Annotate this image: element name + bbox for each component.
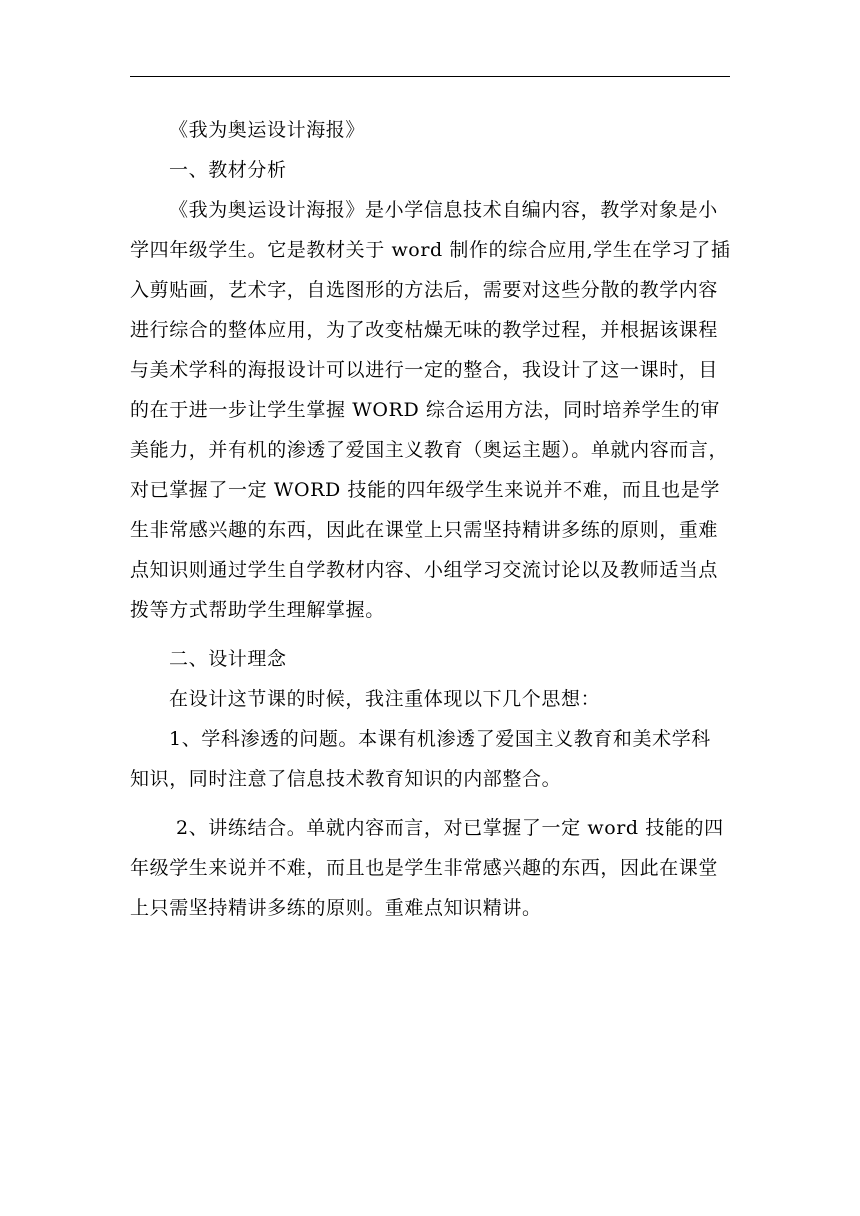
- list-item-line: 2、讲练结合。单就内容而言，对已掌握了一定 word 技能的四: [176, 817, 724, 839]
- paragraph-line: 进行综合的整体应用，为了改变枯燥无味的教学过程，并根据该课程: [130, 319, 719, 341]
- paragraph-line: 点知识则通过学生自学教材内容、小组学习交流讨论以及教师适当点: [130, 559, 719, 581]
- list-item-line: 上只需坚持精讲多练的原则。重难点知识精讲。: [130, 897, 542, 919]
- paragraph-line: 的在于进一步让学生掌握 WORD 综合运用方法，同时培养学生的审: [130, 399, 720, 421]
- paragraph-line: 在设计这节课的时候，我注重体现以下几个思想：: [169, 688, 601, 710]
- paragraph-line: 生非常感兴趣的东西，因此在课堂上只需坚持精讲多练的原则，重难: [130, 519, 719, 541]
- paragraph-line: 与美术学科的海报设计可以进行一定的整合，我设计了这一课时，目: [130, 359, 719, 381]
- paragraph-line: 《我为奥运设计海报》是小学信息技术自编内容，教学对象是小: [169, 199, 718, 221]
- list-item-line: 知识，同时注意了信息技术教育知识的内部整合。: [130, 768, 562, 790]
- paragraph-line: 入剪贴画，艺术字，自选图形的方法后，需要对这些分散的教学内容: [130, 279, 719, 301]
- section-heading-textbook-analysis: 一、教材分析: [169, 159, 287, 181]
- document-title: 《我为奥运设计海报》: [169, 119, 366, 141]
- list-item-line: 年级学生来说并不难，而且也是学生非常感兴趣的东西，因此在课堂: [130, 857, 719, 879]
- list-item-line: 1、学科渗透的问题。本课有机渗透了爱国主义教育和美术学科: [169, 728, 711, 750]
- paragraph-line: 拨等方式帮助学生理解掌握。: [130, 599, 385, 621]
- header-rule: [130, 76, 730, 77]
- document-body: [130, 110, 730, 928]
- paragraph-line: 学四年级学生。它是教材关于 word 制作的综合应用,学生在学习了插: [130, 239, 731, 261]
- paragraph-line: 对已掌握了一定 WORD 技能的四年级学生来说并不难，而且也是学: [130, 479, 720, 501]
- paragraph-line: 美能力，并有机的渗透了爱国主义教育（奥运主题）。单就内容而言，: [130, 439, 729, 461]
- section-heading-design-concept: 二、设计理念: [169, 648, 287, 670]
